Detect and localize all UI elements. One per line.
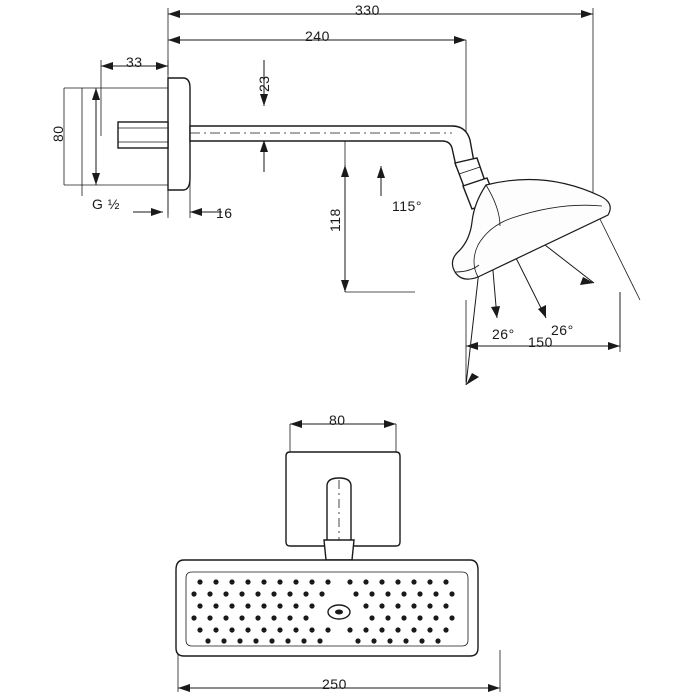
side-view-product xyxy=(118,78,610,279)
front-view-product xyxy=(176,452,478,656)
dim-115-angle xyxy=(377,166,385,196)
dim-label-80-front: 80 xyxy=(329,412,346,428)
dim-label-115-angle: 115° xyxy=(392,198,422,214)
dim-label-26-right: 26° xyxy=(551,322,574,338)
dim-g-half xyxy=(133,208,163,216)
dim-label-23: 23 xyxy=(256,75,272,92)
dim-label-240: 240 xyxy=(305,28,330,44)
dim-330 xyxy=(168,10,593,18)
dim-label-118: 118 xyxy=(327,208,343,232)
dim-label-80-side: 80 xyxy=(50,125,66,142)
dim-label-g-half: G ½ xyxy=(92,196,120,212)
dim-label-33: 33 xyxy=(126,54,143,70)
dim-label-330: 330 xyxy=(355,2,380,18)
dim-label-26-left: 26° xyxy=(492,326,515,342)
dim-label-250: 250 xyxy=(322,676,347,692)
dim-label-150: 150 xyxy=(528,334,553,350)
dim-label-16: 16 xyxy=(216,205,233,221)
